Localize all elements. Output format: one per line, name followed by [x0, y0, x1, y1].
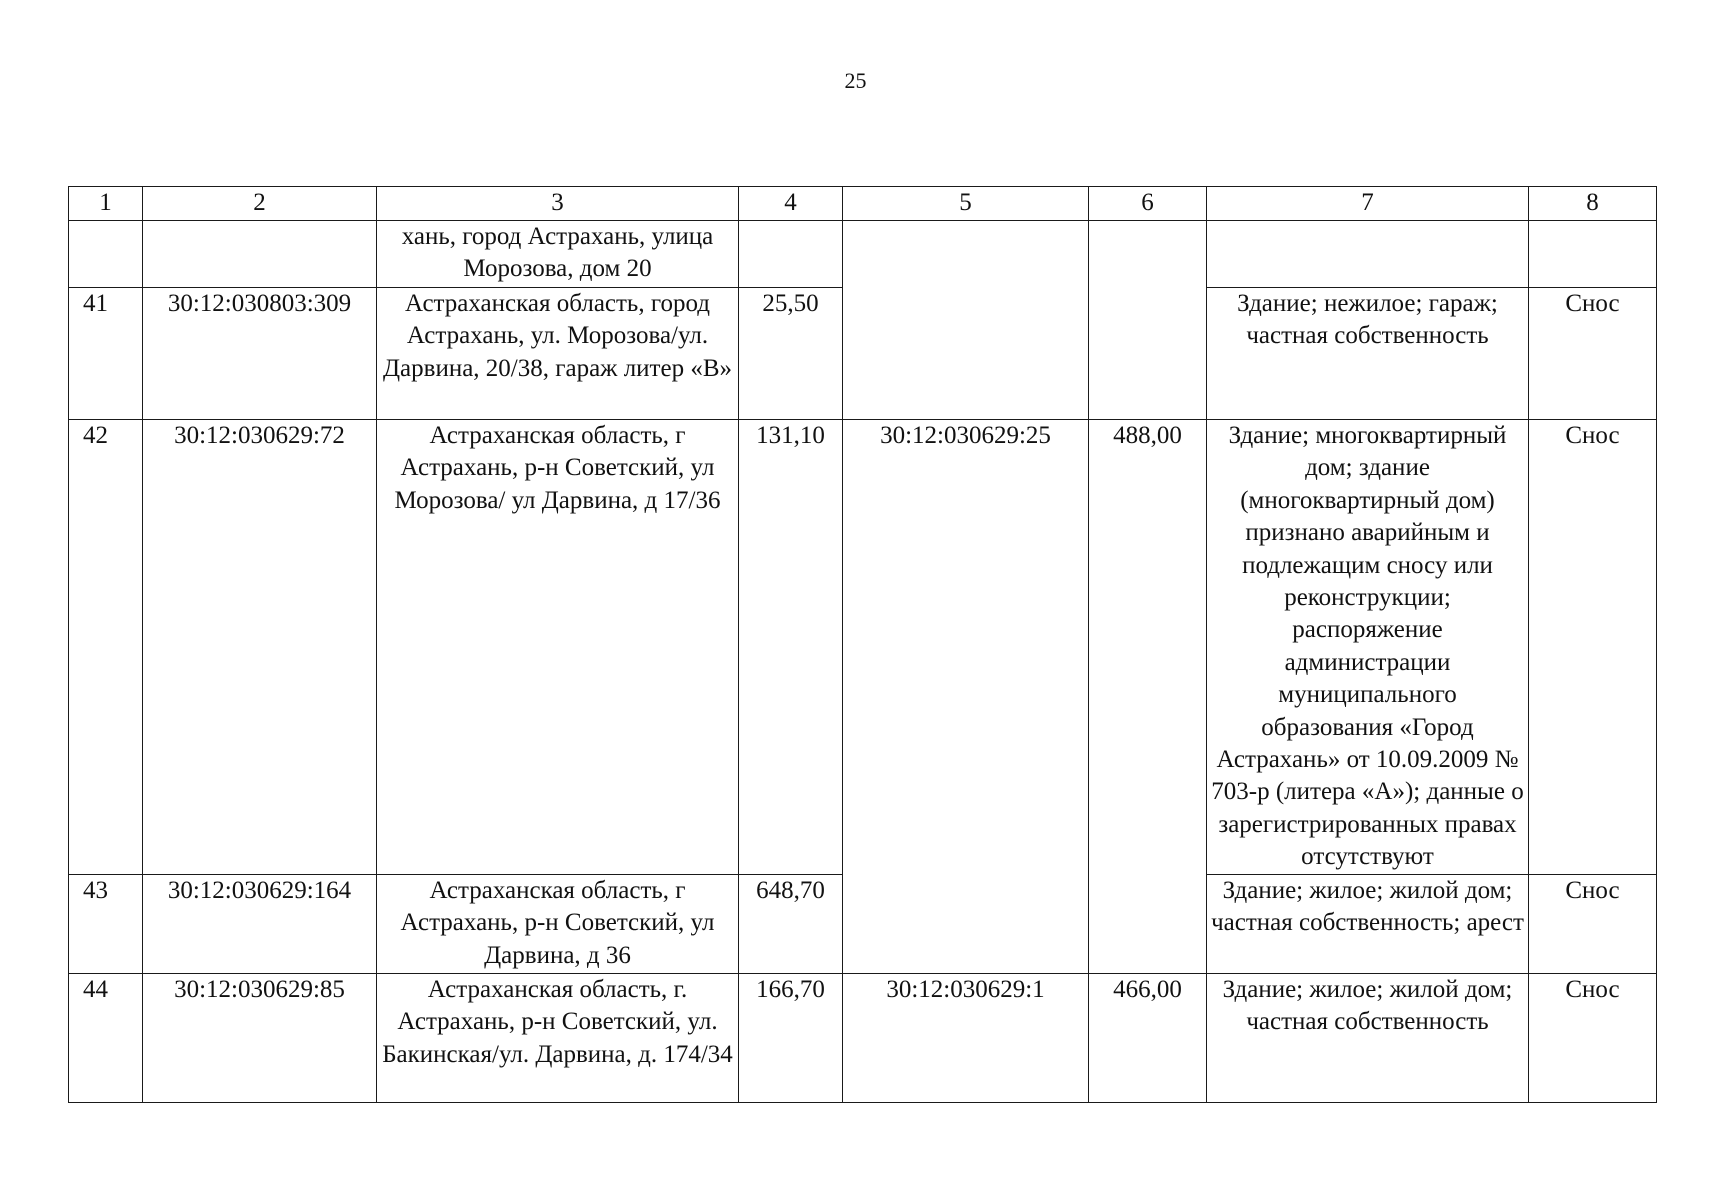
cell-land-cadastral: 30:12:030629:1 — [843, 973, 1089, 1102]
cell-address: Астраханская область, город Астрахань, ул. Морозова/ул. Дарвина, 20/38, гараж литер «В» — [377, 288, 739, 420]
cell-land-cadastral: 30:12:030629:25 — [843, 420, 1089, 875]
cell-address: Астраханская область, г Астрахань, р-н Советский, ул Дарвина, д 36 — [377, 874, 739, 973]
cell-address: Астраханская область, г Астрахань, р-н Советский, ул Морозова/ ул Дарвина, д 17/36 — [377, 420, 739, 875]
cell-num: 44 — [69, 973, 143, 1102]
header-cell: 7 — [1207, 187, 1529, 221]
header-cell: 6 — [1089, 187, 1207, 221]
cell-address: хань, город Астрахань, улица Морозова, дом 20 — [377, 221, 739, 288]
table-row — [69, 420, 1657, 875]
cell-description: Здание; жилое; жилой дом; частная собственность — [1207, 973, 1529, 1102]
cell-land-cadastral — [843, 874, 1089, 973]
cell-land-area — [1089, 874, 1207, 973]
cell-action: Снос — [1529, 874, 1657, 973]
header-cell: 4 — [739, 187, 843, 221]
table-row — [69, 874, 1657, 973]
header-cell: 8 — [1529, 187, 1657, 221]
cell-area: 25,50 — [739, 288, 843, 420]
cell-action: Снос — [1529, 973, 1657, 1102]
cell-cadastral — [143, 221, 377, 288]
cell-cadastral: 30:12:030803:309 — [143, 288, 377, 420]
cell-num — [69, 221, 143, 288]
cell-action: Снос — [1529, 288, 1657, 420]
cell-area: 131,10 — [739, 420, 843, 875]
header-cell: 1 — [69, 187, 143, 221]
header-cell: 2 — [143, 187, 377, 221]
cell-land-area: 466,00 — [1089, 973, 1207, 1102]
cell-description: Здание; нежилое; гараж; частная собственность — [1207, 288, 1529, 420]
cell-cadastral: 30:12:030629:164 — [143, 874, 377, 973]
cell-num: 42 — [69, 420, 143, 875]
header-row — [69, 187, 1657, 221]
header-cell: 5 — [843, 187, 1089, 221]
cell-land-area — [1089, 221, 1207, 288]
cell-land-cadastral — [843, 221, 1089, 288]
cell-num: 41 — [69, 288, 143, 420]
cell-description — [1207, 221, 1529, 288]
page-number: 25 — [844, 68, 867, 93]
cell-action: Снос — [1529, 420, 1657, 875]
header-cell: 3 — [377, 187, 739, 221]
cell-description: Здание; многоквартирный дом; здание (многоквартирный дом) признано аварийным и подлежащим сносу или реконструкции; распоряжение администрации муниципального образования «Город Астрахань» от 10.09.2009 № 703-р (литера «А»); данные о зарегистрированных правах отсутствуют — [1207, 420, 1529, 875]
cell-area: 166,70 — [739, 973, 843, 1102]
cell-land-cadastral — [843, 288, 1089, 420]
cell-cadastral: 30:12:030629:72 — [143, 420, 377, 875]
cell-action — [1529, 221, 1657, 288]
cell-land-area: 488,00 — [1089, 420, 1207, 875]
table-row — [69, 973, 1657, 1102]
property-table — [68, 186, 1657, 1103]
cell-area — [739, 221, 843, 288]
cell-num: 43 — [69, 874, 143, 973]
cell-address: Астраханская область, г. Астрахань, р-н Советский, ул. Бакинская/ул. Дарвина, д. 174/34 — [377, 973, 739, 1102]
table-row-continuation — [69, 221, 1657, 288]
cell-land-area — [1089, 288, 1207, 420]
cell-area: 648,70 — [739, 874, 843, 973]
cell-description: Здание; жилое; жилой дом; частная собственность; арест — [1207, 874, 1529, 973]
table-row — [69, 288, 1657, 420]
cell-cadastral: 30:12:030629:85 — [143, 973, 377, 1102]
